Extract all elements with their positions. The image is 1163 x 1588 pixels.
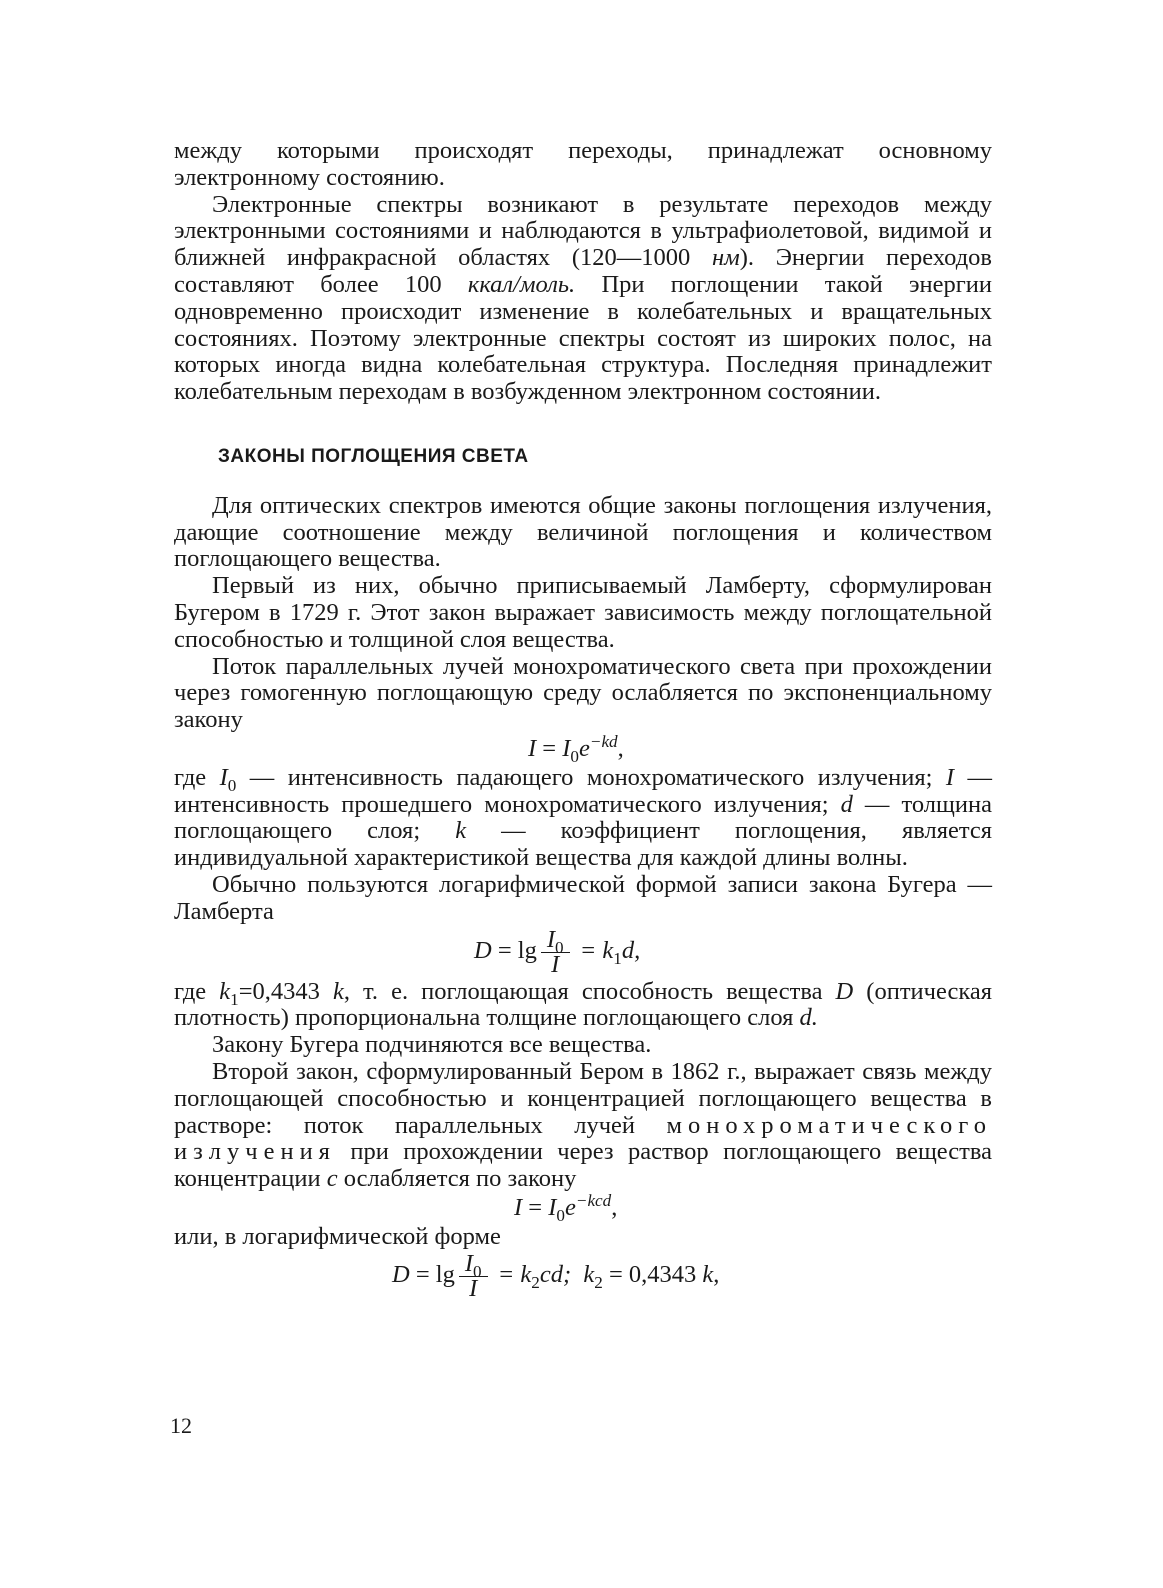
formula-bouguer-exponential: $I = I_0e^{-kd}$, <box>528 731 624 766</box>
paragraph-6: где $I_0$ — интенсивность падающего монохроматического излучения; I — интенсивность прошедшего монохроматического излучения; d — толщина поглощающего слоя; k — коэффициент поглощения, является индивидуальной характеристикой вещества для каждой длины волны. <box>174 763 993 872</box>
paragraph-11: или, в логарифмической форме <box>174 1222 501 1250</box>
section-heading: ЗАКОНЫ ПОГЛОЩЕНИЯ СВЕТА <box>218 445 529 467</box>
paragraph-4: Первый из них, обычно приписываемый Ламберту, сформулирован Бугером в 1729 г. Этот закон выражает зависимость между поглощательной способностью и толщиной слоя вещества. <box>174 572 992 653</box>
paragraph-3: Для оптических спектров имеются общие законы поглощения излучения, дающие соотношение между величиной поглощения и количеством поглощающего вещества. <box>174 491 992 573</box>
page-content <box>174 138 992 1303</box>
fraction: $\frac{I_0}{I}$ <box>459 1252 488 1301</box>
paragraph-2: Электронные спектры возникают в результате переходов между электронными состояниями и наблюдаются в ультрафиолетовой, видимой и ближней инфракрасной областях (120—1000 нм). Энергии переходов составляют более 100 ккал/моль. При поглощении такой энергии одновременно происходит изменение в колебательных и вращательных состояниях. Поэтому электронные спектры состоят из широких полос, на которых иногда видна колебательная структура. Последняя принадлежит колебательным переходам в возбужденном электронном состоянии. <box>174 190 992 406</box>
paragraph-7: Обычно пользуются логарифмической формой записи закона Бугера — Ламберта <box>174 870 992 925</box>
formula-bouguer-log: D = lg $\frac{I_0}{I}$ = $k_1d$, <box>474 925 641 978</box>
formula-beer-exponential: $I = I_0e^{-kcd}$, <box>514 1190 618 1225</box>
page-number: 12 <box>170 1413 192 1438</box>
paragraph-5: Поток параллельных лучей монохроматического света при прохождении через гомогенную поглощающую среду ослабляется по экспоненциальному закону <box>174 652 992 734</box>
paragraph-10: Второй закон, сформулированный Бером в 1862 г., выражает связь между поглощающей способностью и концентрацией поглощающего вещества в растворе: поток параллельных лучей монохроматического излучения при прохождении через раствор поглощающего вещества концентрации c ослабляется по закону <box>174 1057 992 1193</box>
paragraph-8: где $k_1=0,4343$ k, т. е. поглощающая способность вещества D (оптическая плотность) пропорциональна толщине поглощающего слоя d. <box>174 977 992 1032</box>
paragraph-1: между которыми происходят переходы, принадлежат основному электронному состоянию. <box>174 137 992 191</box>
formula-beer-log: D = lg $\frac{I_0}{I}$ = $k_2cd$; $k_2 = 0,4343$ k, <box>392 1250 720 1303</box>
fraction: $\frac{I_0}{I}$ <box>541 928 570 977</box>
paragraph-9: Закону Бугера подчиняются все вещества. <box>212 1031 652 1059</box>
